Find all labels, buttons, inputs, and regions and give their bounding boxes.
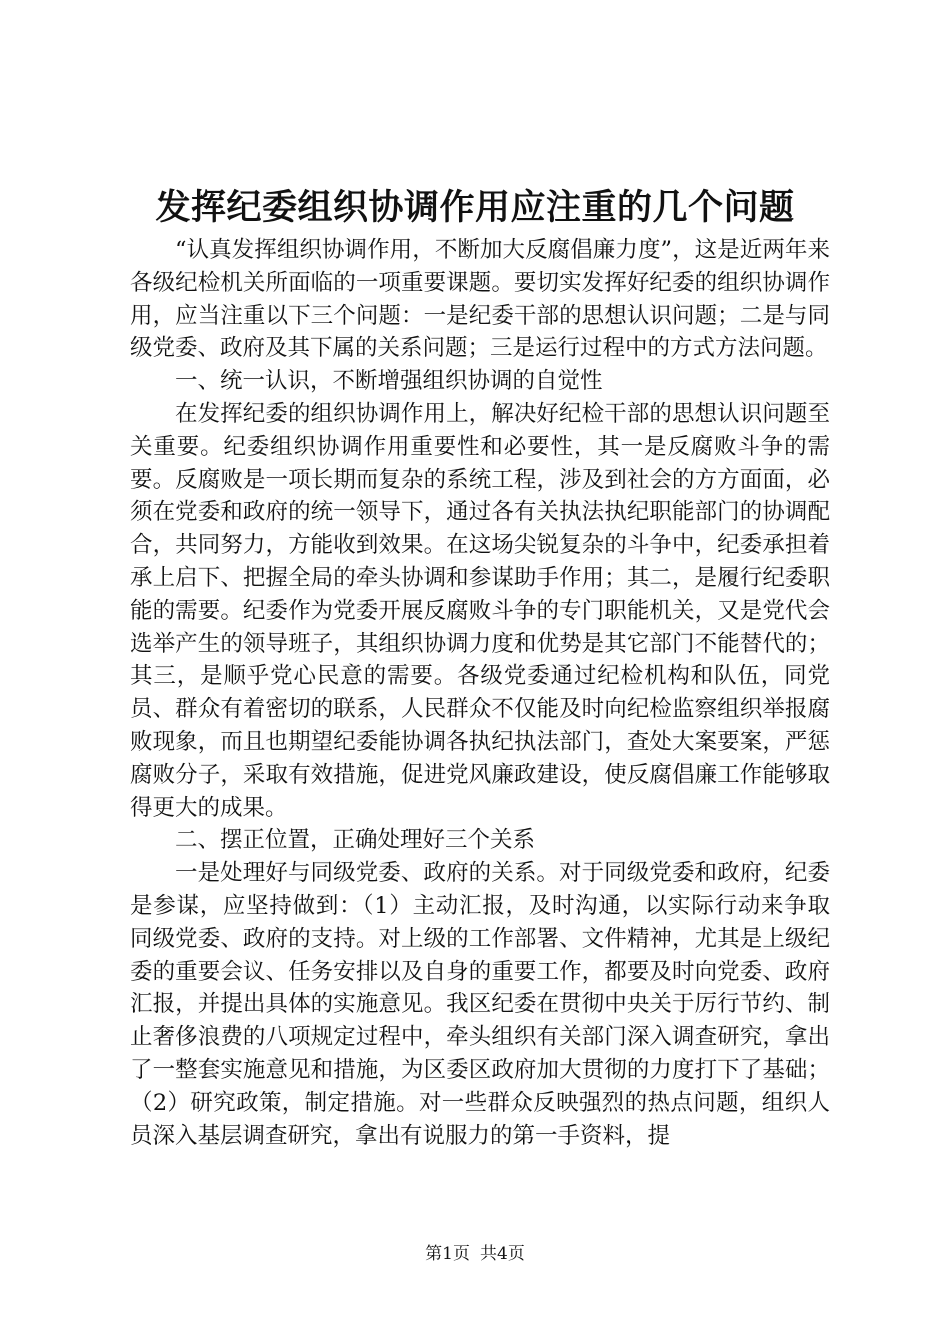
paragraph-section-2: 一是处理好与同级党委、政府的关系。对于同级党委和政府，纪委是参谋，应坚持做到：（1）主动汇报，及时沟通，以实际行动来争取同级党委、政府的支持。对上级的工作部署、文件精神，尤其是上级纪委的重要会议、任务安排以及自身的重要工作，都要及时向党委、政府汇报，并提出具体的实施意见。我区纪委在贯彻中央关于厉行节约、制止奢侈浪费的八项规定过程中，牵头组织有关部门深入调查研究，拿出了一整套实施意见和措施，为区委区政府加大贯彻的力度打下了基础；（2）研究政策，制定措施。对一些群众反映强烈的热点问题，组织人员深入基层调查研究，拿出有说服力的第一手资料，提 xyxy=(130,860,830,1149)
paragraph-intro: “认真发挥组织协调作用，不断加大反腐倡廉力度”，这是近两年来各级纪检机关所面临的一项重要课题。要切实发挥好纪委的组织协调作用，应当注重以下三个问题：一是纪委干部的思想认识问题；二是与同级党委、政府及其下属的关系问题；三是运行过程中的方式方法问题。 xyxy=(130,237,830,362)
page-footer xyxy=(0,1242,950,1266)
paragraph-section-1: 在发挥纪委的组织协调作用上，解决好纪检干部的思想认识问题至关重要。纪委组织协调作用重要性和必要性，其一是反腐败斗争的需要。反腐败是一项长期而复杂的系统工程，涉及到社会的方方面面，必须在党委和政府的统一领导下，通过各有关执法执纪职能部门的协调配合，共同努力，方能收到效果。在这场尖锐复杂的斗争中，纪委承担着承上启下、把握全局的牵头协调和参谋助手作用；其二，是履行纪委职能的需要。纪委作为党委开展反腐败斗争的专门职能机关，又是党代会选举产生的领导班子，其组织协调力度和优势是其它部门不能替代的；其三，是顺乎党心民意的需要。各级党委通过纪检机构和队伍，同党员、群众有着密切的联系，人民群众不仅能及时向纪检监察组织举报腐败现象，而且也期望纪委能协调各执纪执法部门，查处大案要案，严惩腐败分子，采取有效措施，促进党风廉政建设，使反腐倡廉工作能够取得更大的成果。 xyxy=(130,400,830,821)
section-heading-1: 一、统一认识，不断增强组织协调的自觉性 xyxy=(175,368,603,395)
section-heading-2: 二、摆正位置，正确处理好三个关系 xyxy=(175,827,536,854)
page-number: 第1页 xyxy=(425,1244,470,1264)
page-total: 共4页 xyxy=(480,1244,525,1264)
document-body xyxy=(130,234,830,1152)
document-title: 发挥纪委组织协调作用应注重的几个问题 xyxy=(155,188,795,228)
